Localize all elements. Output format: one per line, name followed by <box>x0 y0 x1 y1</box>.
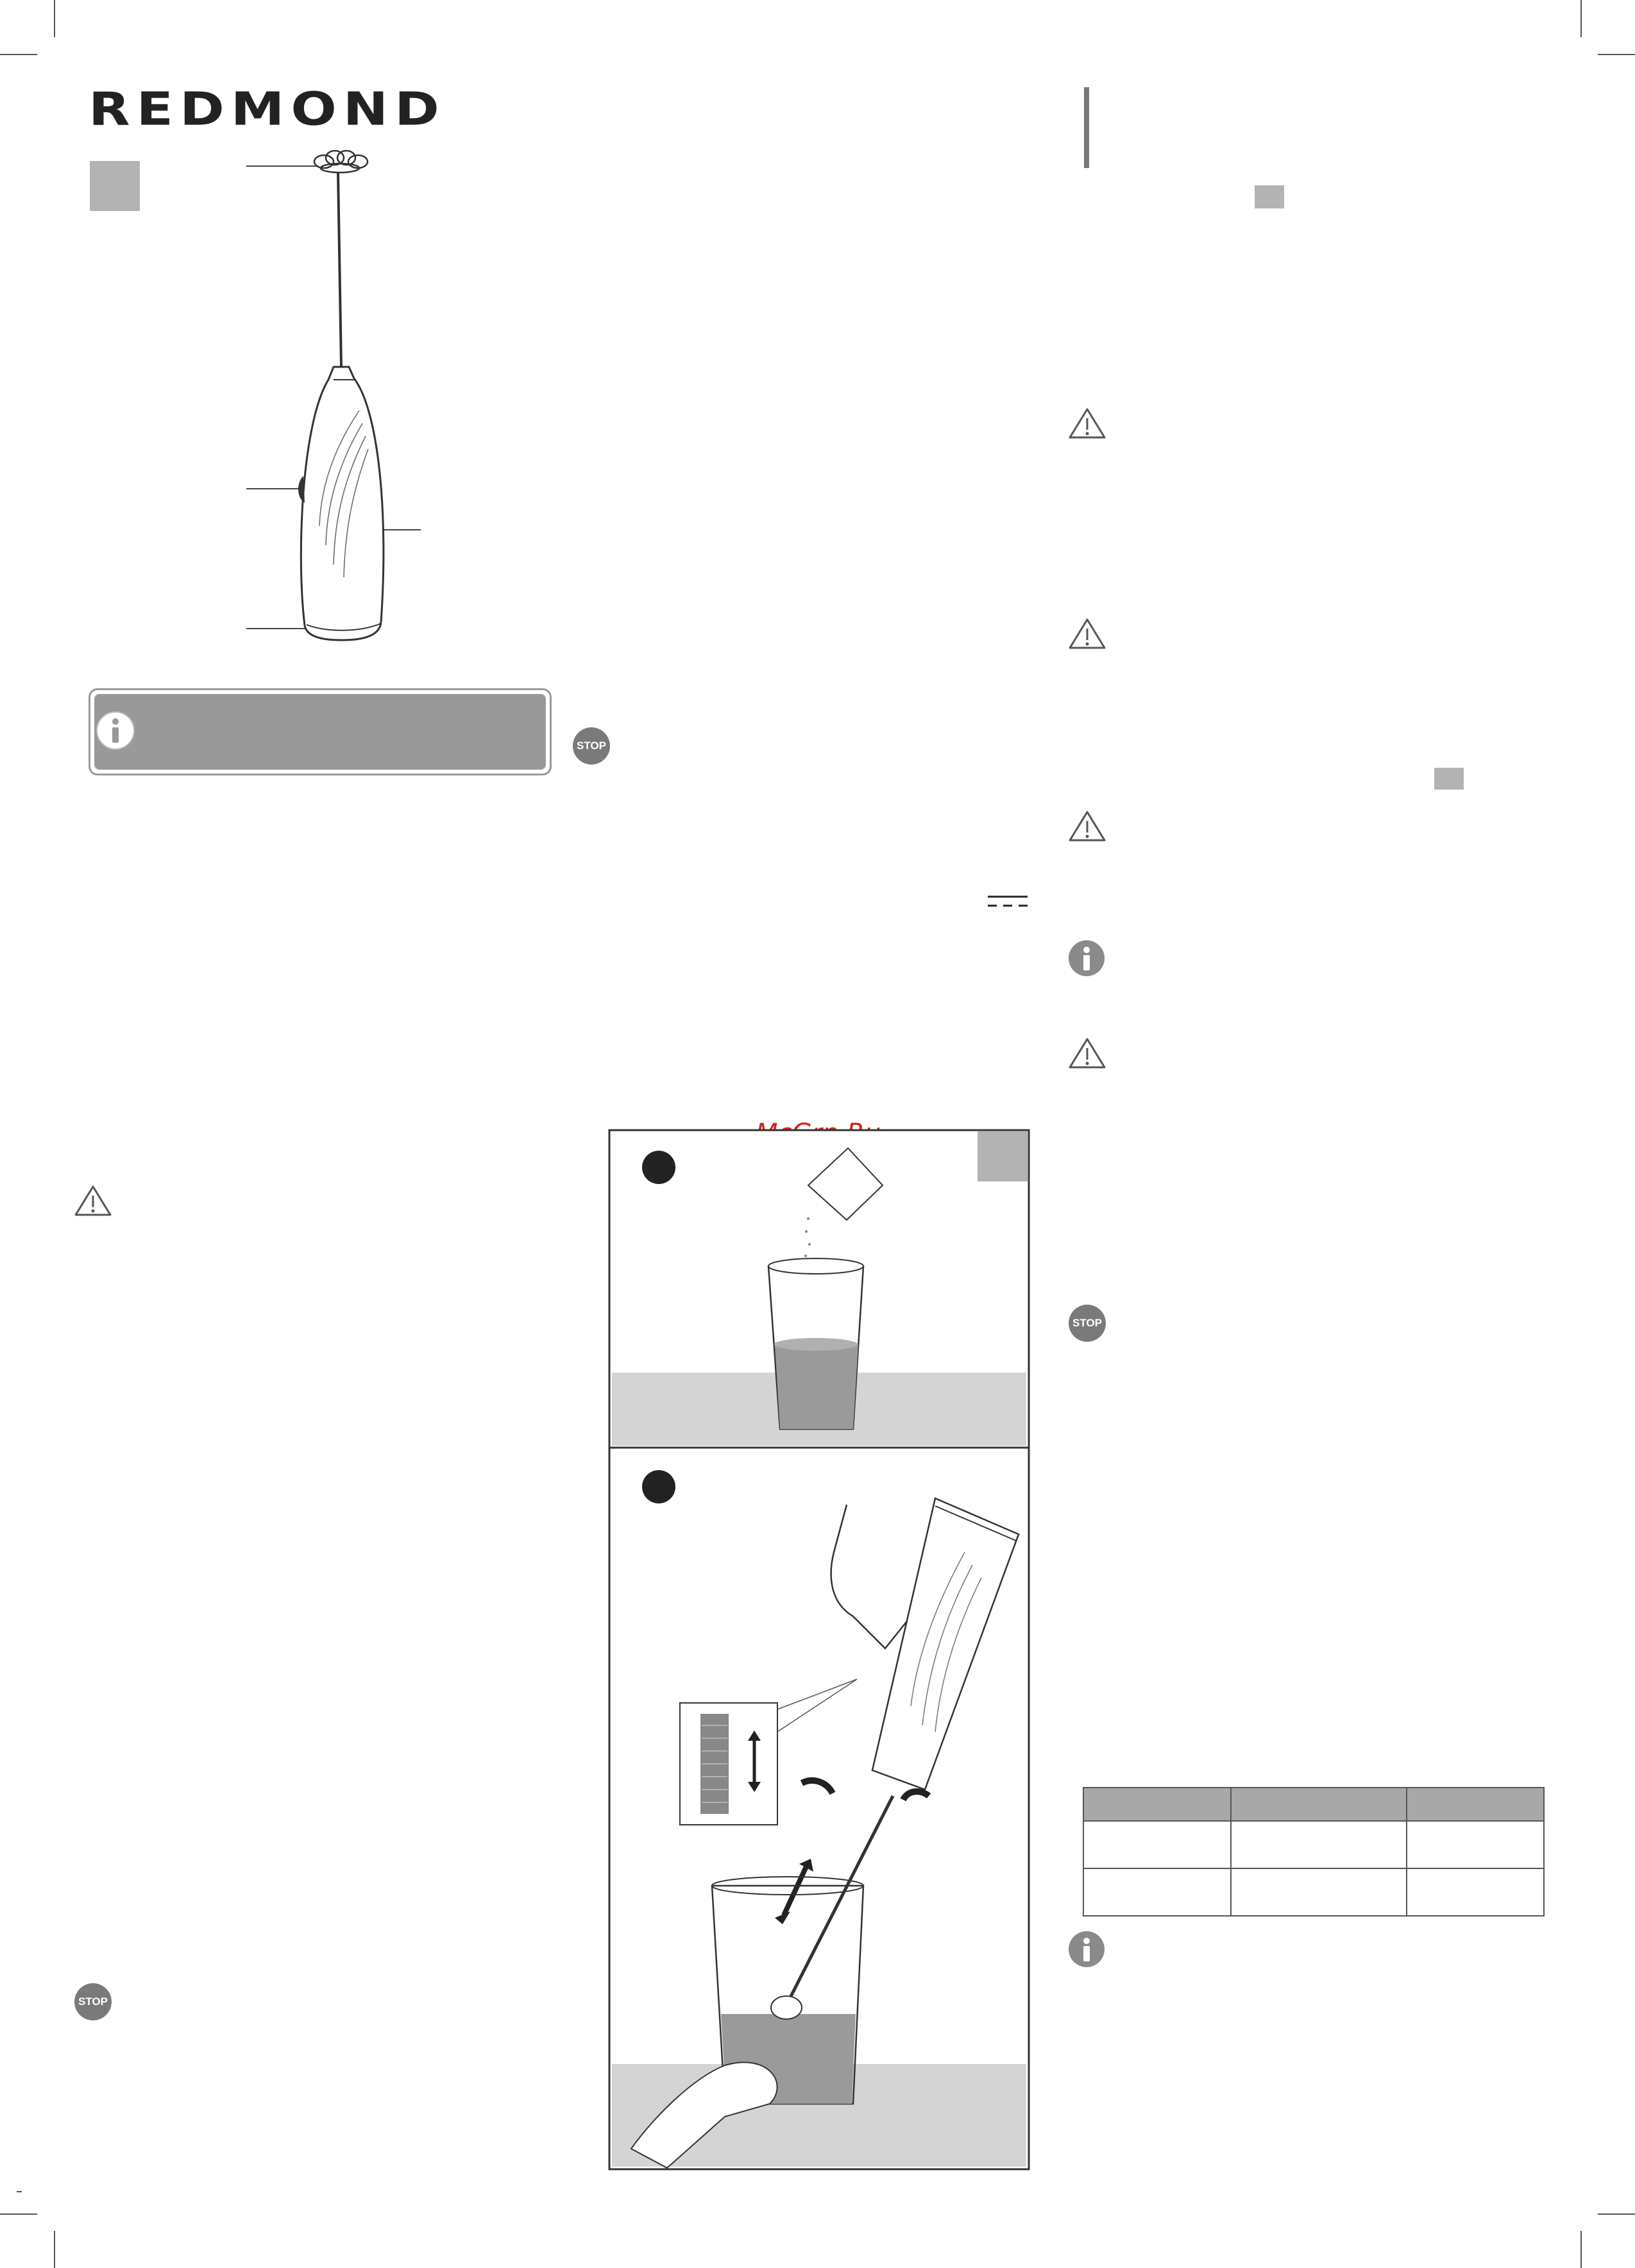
crop-mark <box>1580 2231 1582 2268</box>
table-header-cell <box>1231 1788 1407 1821</box>
crop-mark <box>0 2213 37 2215</box>
crop-mark <box>1598 54 1635 55</box>
stop-icon: STOP <box>1069 1305 1106 1342</box>
warning-icon <box>73 1184 113 1217</box>
warning-icon <box>1067 1037 1107 1070</box>
table-row <box>1083 1821 1544 1868</box>
info-icon <box>96 711 135 750</box>
table-cell <box>1231 1868 1407 1916</box>
crop-mark <box>1580 0 1582 37</box>
table-cell <box>1407 1821 1544 1868</box>
crop-mark <box>54 2231 55 2268</box>
frother-illustration <box>244 142 436 656</box>
crop-mark <box>17 2191 22 2192</box>
table-cell <box>1407 1868 1544 1916</box>
crop-mark <box>0 54 37 55</box>
warning-icon <box>1067 407 1107 440</box>
specifications-table <box>1083 1787 1545 1917</box>
brand-logo: REDMOND <box>89 82 446 136</box>
usage-illustration <box>608 1129 1031 2174</box>
info-icon <box>1068 1931 1105 1968</box>
table-header-cell <box>1083 1788 1231 1821</box>
warning-icon <box>1067 809 1107 843</box>
crop-mark <box>54 0 55 37</box>
info-icon <box>1068 940 1105 977</box>
table-cell <box>1083 1868 1231 1916</box>
table-cell <box>1083 1821 1231 1868</box>
warning-icon <box>1067 617 1107 650</box>
direct-current-icon <box>987 894 1029 910</box>
stop-icon: STOP <box>74 1983 112 2020</box>
column-divider-bar <box>1084 87 1089 168</box>
section-marker <box>90 161 140 211</box>
section-marker <box>1255 185 1284 208</box>
section-marker <box>1434 768 1464 790</box>
table-cell <box>1231 1821 1407 1868</box>
table-header-row <box>1083 1788 1544 1821</box>
table-row <box>1083 1868 1544 1916</box>
stop-icon: STOP <box>573 727 610 765</box>
info-notice-box <box>89 688 552 775</box>
crop-mark <box>1598 2213 1635 2215</box>
table-header-cell <box>1407 1788 1544 1821</box>
